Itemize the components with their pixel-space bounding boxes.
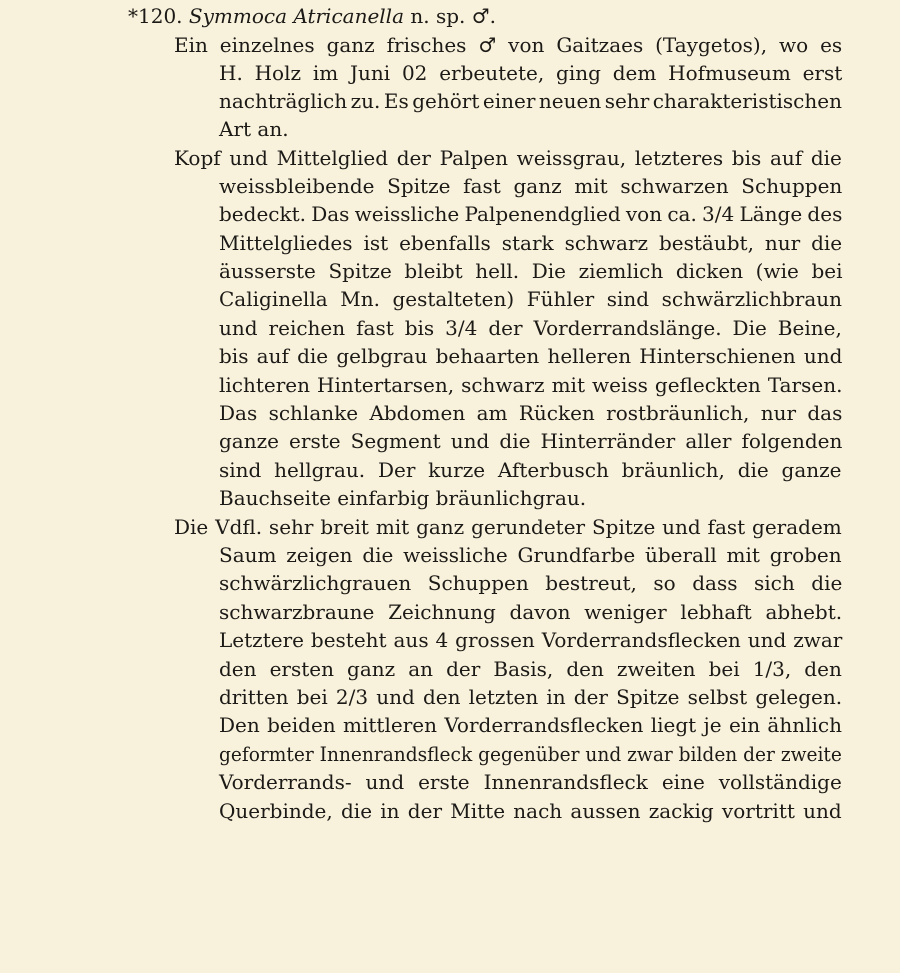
text-line: Mittelgliedes ist ebenfalls stark schwarz bestäubt, nur die [219, 231, 843, 255]
text-line: sind hellgrau. Der kurze Afterbusch bräunlich, die ganze [219, 458, 842, 482]
text-line: Ein einzelnes ganz frisches ♂ von Gaitzaes (Taygetos), wo es [174, 33, 843, 57]
entry-number: *120. [128, 4, 183, 28]
text-line: Saum zeigen die weissliche Grundfarbe überall mit groben [219, 543, 842, 567]
text-line: äusserste Spitze bleibt hell. Die ziemlich dicken (wie bei [219, 259, 843, 283]
text-line: schwarzbraune Zeichnung davon weniger lebhaft abhebt. [219, 600, 843, 624]
genus-name: Symmoca [188, 4, 287, 28]
text-line: Vorderrands- und erste Innenrandsfleck eine vollständige [219, 770, 842, 794]
text-line: schwärzlichgrauen Schuppen bestreut, so dass sich die [219, 571, 843, 595]
text-line: lichteren Hintertarsen, schwarz mit weiss gefleckten Tarsen. [219, 373, 843, 397]
text-line: nachträglich zu. Es gehört einer neuen sehr charakteristischen [219, 89, 842, 113]
text-line: weissbleibende Spitze fast ganz mit schwarzen Schuppen [219, 174, 843, 198]
text-line: bis auf die gelbgrau behaarten helleren Hinterschienen und [219, 344, 843, 368]
text-line: Kopf und Mittelglied der Palpen weissgrau, letzteres bis auf die [174, 146, 842, 170]
text-line: dritten bei 2/3 und den letzten in der Spitze selbst gelegen. [219, 685, 843, 709]
text-line: Die Vdfl. sehr breit mit ganz gerundeter Spitze und fast geradem [174, 515, 842, 539]
text-line: geformter Innenrandsfleck gegenüber und zwar bilden der zweite [219, 742, 842, 766]
text-line: Art an. [219, 117, 289, 141]
text-line: Das schlanke Abdomen am Rücken rostbräunlich, nur das [219, 401, 843, 425]
species-name: Atricanella [293, 4, 405, 28]
text-line: Letztere besteht aus 4 grossen Vorderrandsflecken und zwar [219, 628, 843, 652]
text-line: Querbinde, die in der Mitte nach aussen zackig vortritt und [219, 799, 842, 823]
text-line: bedeckt. Das weissliche Palpenendglied von ca. 3/4 Länge des [219, 202, 843, 226]
text-line: Bauchseite einfarbig bräunlichgrau. [219, 486, 587, 510]
text-line: den ersten ganz an der Basis, den zweiten bei 1/3, den [219, 657, 842, 681]
text-line: Den beiden mittleren Vorderrandsflecken liegt je ein ähnlich [219, 713, 842, 737]
species-suffix: n. sp. ♂. [410, 4, 497, 28]
text-line: Caliginella Mn. gestalteten) Fühler sind schwärzlichbraun [219, 287, 843, 311]
text-line: H. Holz im Juni 02 erbeutete, ging dem Hofmuseum erst [219, 61, 843, 85]
species-heading [128, 2, 900, 30]
text-line: ganze erste Segment und die Hinterränder aller folgenden [219, 429, 843, 453]
text-line: und reichen fast bis 3/4 der Vorderrandslänge. Die Beine, [219, 316, 842, 340]
